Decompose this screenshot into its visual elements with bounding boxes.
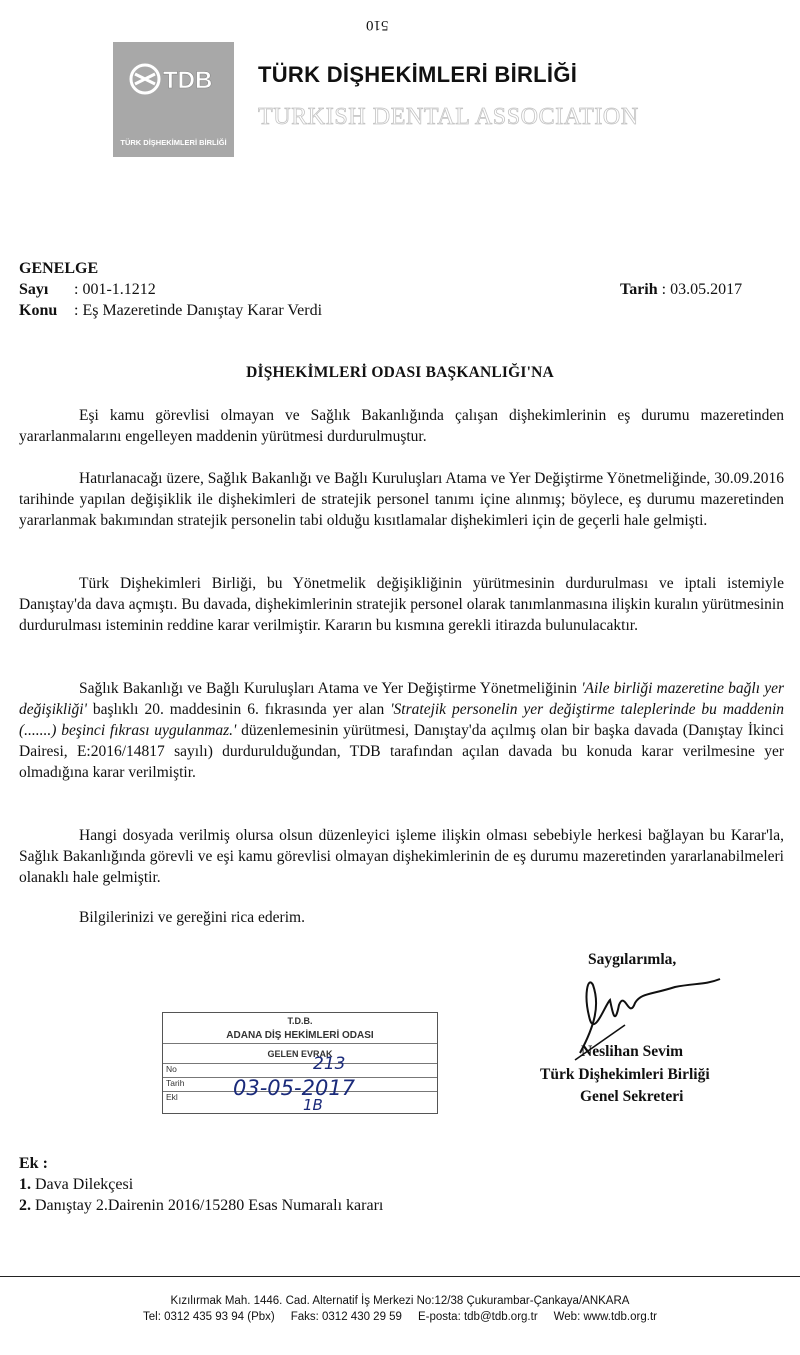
tarih-label: Tarih: [620, 281, 658, 298]
sayi-label: Sayı: [19, 281, 49, 298]
stamp-no-label: No: [166, 1064, 177, 1074]
footer-address: Kızılırmak Mah. 1446. Cad. Alternatif İş Merkezi No:12/38 Çukurambar-Çankaya/ANKARA: [170, 1295, 630, 1307]
paragraph-2: Hatırlanacağı üzere, Sağlık Bakanlığı ve Bağlı Kuruluşları Atama ve Yer Değiştirme Yönetmeliğinde, 30.09.2016 tarihinde yapılan değişiklik ile dişhekimleri de stratejik personel tanımı içine alınmış; böylece, eş durumu mazeretinden yararlanmak bakımından stratejik personelin tabi olduğu kısıtlamalar dişhekimleri için de geçerli hale gelmişti.: [19, 470, 784, 529]
stamp-tarih-label: Tarih: [166, 1078, 185, 1088]
attachment-2-num: 2.: [19, 1197, 31, 1214]
tdb-logo-icon: [123, 52, 223, 107]
stamp-line2: ADANA DİŞ HEKİMLERİ ODASI: [163, 1030, 437, 1044]
tarih-value: : 03.05.2017: [661, 281, 743, 298]
stamp-ekl-label: Ekl: [166, 1092, 178, 1102]
stamp-date-handwritten: 03-05-2017: [233, 1076, 356, 1100]
konu-value: : Eş Mazeretinde Danıştay Karar Verdi: [74, 302, 323, 319]
footer-contacts: [0, 1311, 800, 1323]
logo-text: TDB: [163, 67, 213, 94]
stamp-ekl-handwritten: 1B: [303, 1096, 323, 1114]
attachment-2-text: Danıştay 2.Dairenin 2016/15280 Esas Numaralı kararı: [35, 1197, 384, 1214]
p4-quote-1: 'Aile birliği mazeretine bağlı yer değişikliği': [19, 680, 784, 718]
paragraph-5: Hangi dosyada verilmiş olursa olsun düzenleyici işleme ilişkin olması sebebiyle herkesi bağlayan bu Karar'la, Sağlık Bakanlığında görevli ve eşi kamu görevlisi olmayan dişhekimlerinin de eş durumu mazeretinden yararlanabilmeleri olanaklı hale gelmiştir.: [19, 827, 784, 886]
footer-web[interactable]: Web: www.tdb.org.tr: [553, 1311, 657, 1323]
footer-tel: Tel: 0312 435 93 94 (Pbx): [143, 1311, 275, 1323]
paragraph-3: Türk Dişhekimleri Birliği, bu Yönetmelik değişikliğinin yürütmesinin durdurulması ve iptali istemiyle Danıştay'da dava açmıştı. Bu davada, dişhekimlerinin stratejik personel olarak tanımlanmasına ilişkin kuralın yürütmesinin durdurulması isteminin reddine karar verilmiştir. Kararın bu kısmına gerekli itirazda bulunulacaktır.: [19, 575, 784, 634]
p4-part-c: başlıklı 20. maddesinin 6. fıkrasında yer alan: [86, 701, 391, 718]
sayi-value: : 001-1.1212: [74, 281, 156, 298]
attachment-1-num: 1.: [19, 1176, 31, 1193]
tdb-logo: [113, 42, 234, 157]
doc-sayi: [19, 279, 48, 300]
closing: Saygılarımla,: [588, 951, 677, 968]
paragraph-1: Eşi kamu görevlisi olmayan ve Sağlık Bakanlığında çalışan dişhekimlerinin eş durumu mazeretinden yararlanmalarını engelleyen maddenin yürütmesi durdurulmuştur.: [19, 407, 784, 445]
footer-faks: Faks: 0312 430 29 59: [290, 1311, 402, 1323]
p4-part-e: düzenlemesinin yürütmesi, Danıştay'da açılmış olan bir başka davada (Danıştay İkinci Dairesi, E:2016/14817 sayılı) durdurulduğundan, TDB tarafından açılan davada bu konuda karar verilmesine yer olmadığına karar verilmiştir.: [19, 722, 784, 781]
konu-label: Konu: [19, 302, 58, 319]
stamp-no-handwritten: 213: [313, 1054, 346, 1074]
paragraph-6: Bilgilerinizi ve gereğini rica ederim.: [79, 909, 305, 926]
doc-konu: [19, 300, 57, 321]
doc-tarih: [620, 279, 742, 300]
attachments-label: Ek :: [19, 1155, 48, 1172]
attachment-1: [19, 1174, 133, 1195]
logo-caption: TÜRK DİŞHEKİMLERİ BİRLİĞİ: [120, 138, 227, 147]
p4-part-a: Sağlık Bakanlığı ve Bağlı Kuruluşları Atama ve Yer Değiştirme Yönetmeliğinin: [79, 680, 582, 697]
org-name-tr: TÜRK DİŞHEKİMLERİ BİRLİĞİ: [258, 62, 578, 87]
org-name-en: TURKISH DENTAL ASSOCIATION: [258, 104, 639, 130]
footer-divider: [0, 1276, 800, 1277]
page-number: 510: [366, 17, 389, 33]
footer-eposta[interactable]: E-posta: tdb@tdb.org.tr: [417, 1311, 538, 1323]
p4-quote-2: 'Stratejik personelin yer değiştirme taleplerinde bu maddenin (.......) beşinci fıkrası uygulanmaz.': [19, 701, 784, 739]
addressee-heading: DİŞHEKİMLERİ ODASI BAŞKANLIĞI'NA: [246, 364, 554, 381]
paragraph-4: [19, 678, 784, 783]
signer-org: Türk Dişhekimleri Birliği: [540, 1066, 710, 1083]
signer-title: Genel Sekreteri: [580, 1088, 684, 1105]
attachment-1-text: Dava Dilekçesi: [35, 1176, 134, 1193]
stamp-line1: T.D.B.: [287, 1016, 313, 1026]
stamp-line3: GELEN EVRAK: [267, 1049, 333, 1059]
signer-name: Neslihan Sevim: [581, 1043, 684, 1060]
attachment-2: [19, 1195, 383, 1216]
received-stamp: [162, 1012, 438, 1114]
doc-type: GENELGE: [19, 260, 99, 277]
